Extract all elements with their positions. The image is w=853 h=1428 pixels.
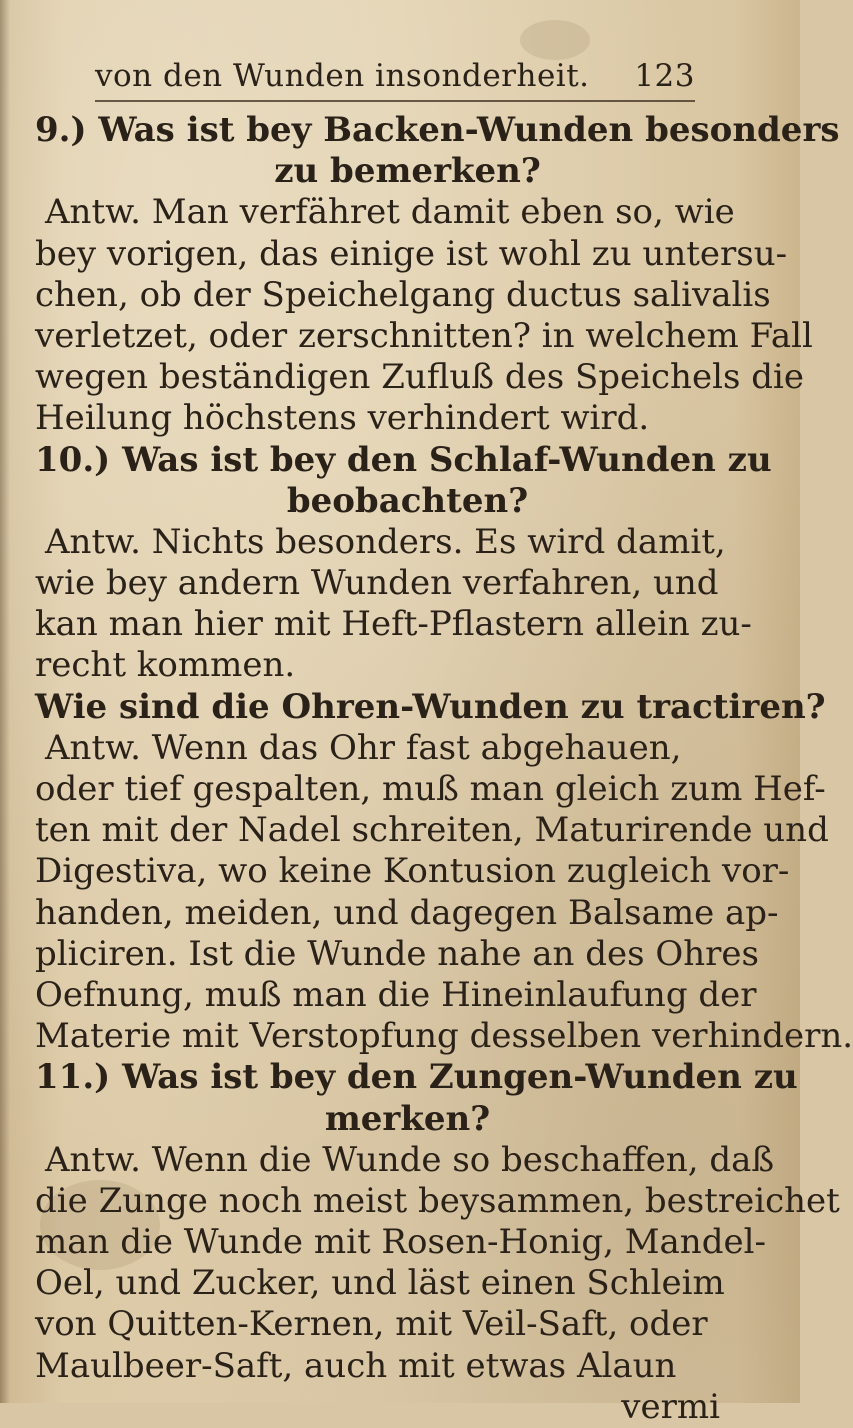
- text-line: Oefnung, muß man die Hineinlaufung der: [35, 974, 757, 1015]
- question-line: merken?: [324, 1098, 491, 1139]
- text-line: wie bey andern Wunden verfahren, und: [35, 563, 719, 604]
- text-line: recht kommen.: [35, 645, 296, 686]
- text-line: Materie mit Verstopfung desselben verhindern.: [35, 1016, 853, 1057]
- question-line: zu bemerken?: [274, 151, 541, 192]
- text-line: Antw. Man verfähret damit eben so, wie: [45, 192, 735, 233]
- text-line: die Zunge noch meist beysammen, bestreichet: [35, 1180, 840, 1221]
- text-line: chen, ob der Speichelgang ductus salivalis: [35, 274, 771, 315]
- text-line: Oel, und Zucker, und läst einen Schleim: [35, 1263, 725, 1304]
- text-line: Heilung höchstens verhindert wird.: [35, 398, 650, 439]
- text-line: Antw. Nichts besonders. Es wird damit,: [45, 521, 726, 562]
- running-title: von den Wunden insonderheit.: [95, 58, 590, 94]
- text-line: handen, meiden, und dagegen Balsame ap-: [35, 892, 779, 933]
- text-line: ten mit der Nadel schreiten, Maturirende und: [35, 810, 829, 851]
- question-line: Wie sind die Ohren-Wunden zu tractiren?: [35, 686, 826, 727]
- text-line: von Quitten-Kernen, mit Veil-Saft, oder: [35, 1304, 708, 1345]
- text-line: man die Wunde mit Rosen-Honig, Mandel-: [35, 1222, 766, 1263]
- text-line: kan man hier mit Heft-Pflastern allein zu-: [35, 604, 752, 645]
- text-line: bey vorigen, das einige ist wohl zu untersu-: [35, 233, 788, 274]
- running-header: [95, 58, 695, 94]
- question-line: 9.) Was ist bey Backen-Wunden besonders: [35, 110, 840, 150]
- page-body: [35, 110, 853, 1428]
- question-line: 11.) Was ist bey den Zungen-Wunden zu: [35, 1057, 798, 1098]
- text-line: Antw. Wenn das Ohr fast abgehauen,: [45, 727, 682, 768]
- text-line: pliciren. Ist die Wunde nahe an des Ohres: [35, 933, 759, 974]
- text-line: verletzet, oder zerschnitten? in welchem Fall: [35, 315, 813, 356]
- catchword: vermi: [621, 1386, 720, 1427]
- header-rule: [95, 100, 695, 102]
- text-line: oder tief gespalten, muß man gleich zum Hef-: [35, 769, 826, 809]
- text-line: Digestiva, wo keine Kontusion zugleich vor-: [35, 851, 790, 892]
- text-line: Antw. Wenn die Wunde so beschaffen, daß: [45, 1139, 775, 1180]
- paper-stain: [520, 20, 590, 60]
- question-line: 10.) Was ist bey den Schlaf-Wunden zu: [35, 439, 772, 480]
- page-number: 123: [634, 58, 695, 94]
- text-line: wegen beständigen Zufluß des Speichels die: [35, 357, 804, 398]
- page-edge-shadow: [0, 0, 10, 1403]
- text-line: Maulbeer-Saft, auch mit etwas Alaun: [35, 1345, 677, 1386]
- question-line: beobachten?: [286, 480, 529, 521]
